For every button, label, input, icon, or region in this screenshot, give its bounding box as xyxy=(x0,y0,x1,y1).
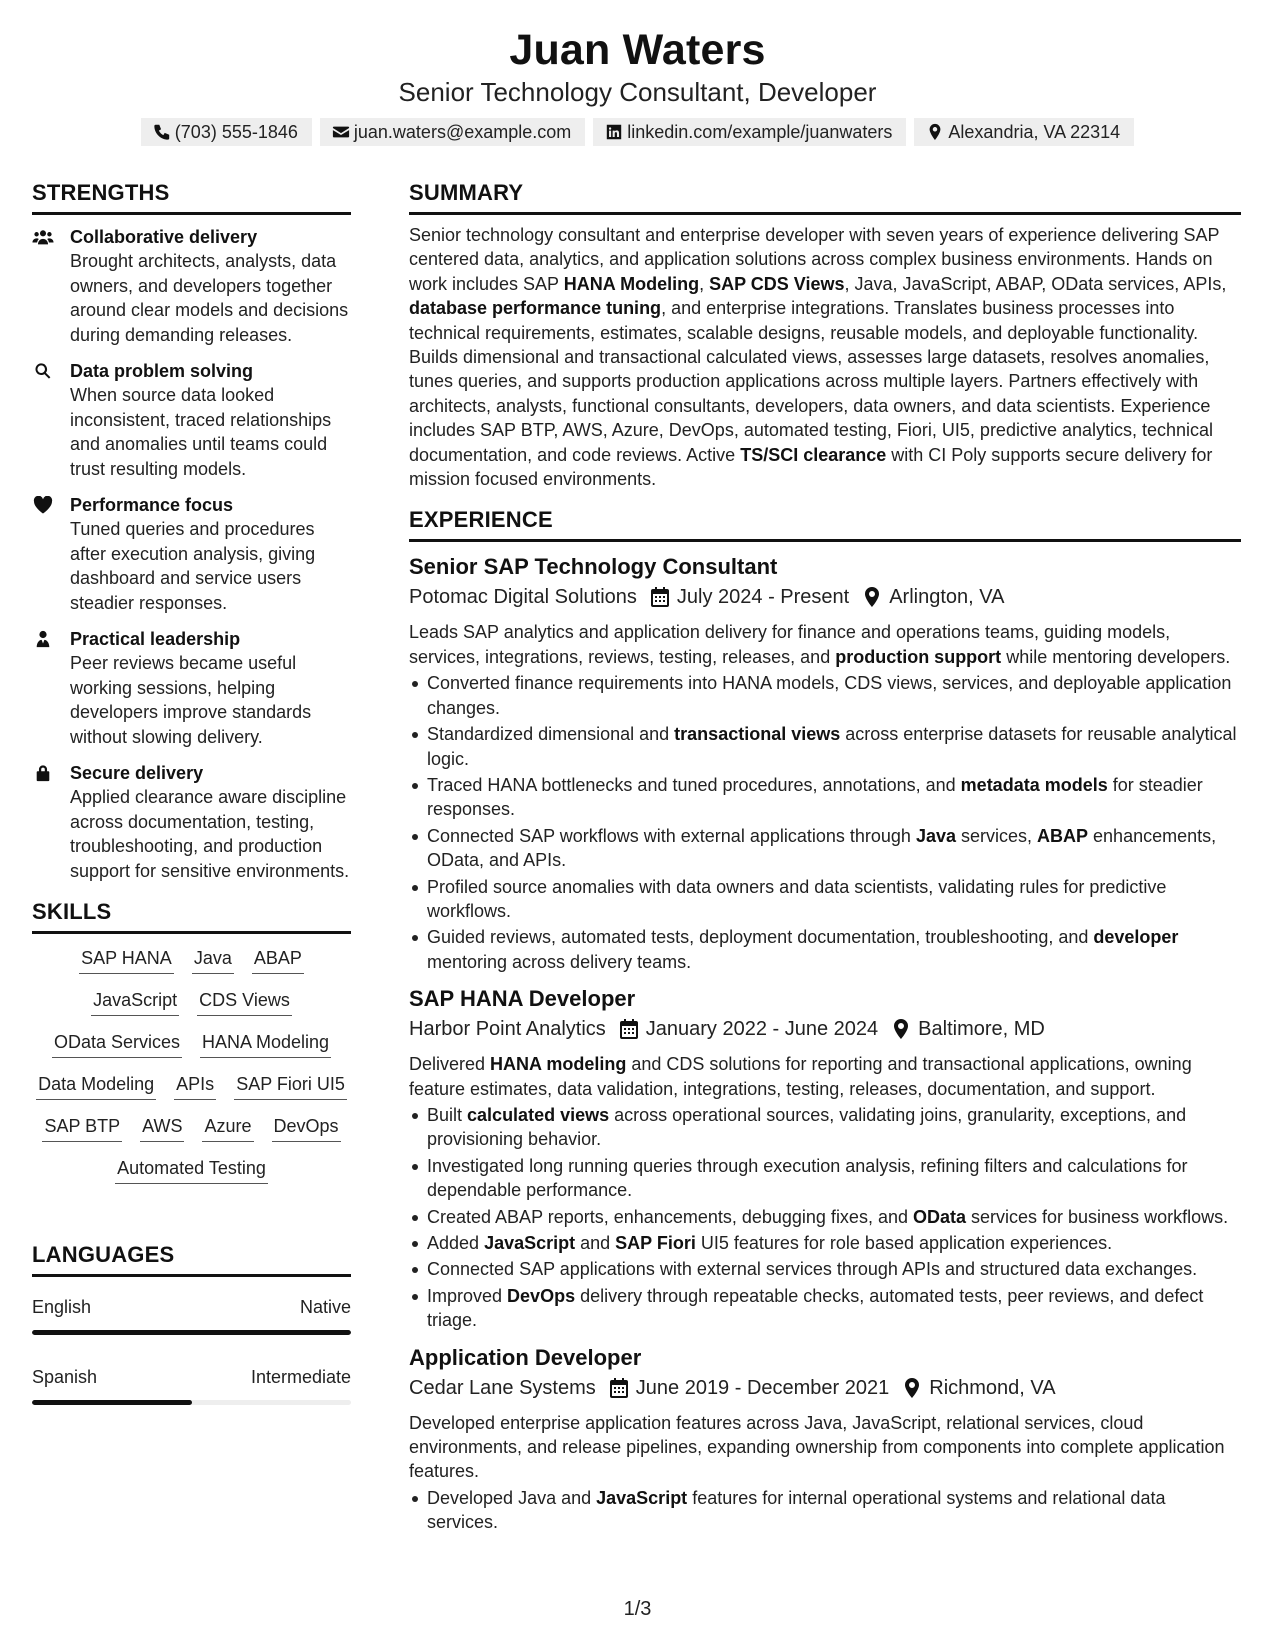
resume-header xyxy=(0,24,1275,146)
bold-keyword: SAP Fiori xyxy=(615,1233,696,1253)
summary-text xyxy=(409,223,1241,491)
skills-heading: SKILLS xyxy=(32,897,351,934)
bold-keyword: TS/SCI clearance xyxy=(740,444,887,465)
text-run: UI5 features for role based application experiences. xyxy=(695,1233,1113,1253)
bold-keyword: ABAP xyxy=(1037,825,1089,846)
job-meta xyxy=(409,1014,1241,1044)
text-run: Developed Java and xyxy=(427,1487,597,1508)
text-run: Connected SAP applications with external services through APIs and structured data exchanges. xyxy=(427,1259,1198,1280)
text-run: Standardized dimensional and xyxy=(427,724,675,745)
job-bullet xyxy=(409,1257,1241,1281)
strength-title: Data problem solving xyxy=(70,361,254,381)
text-run: features for internal operational systems and relational data services. xyxy=(427,1487,1166,1533)
job-bullet xyxy=(409,773,1241,822)
job-entry xyxy=(409,984,1241,1332)
text-run: Connected SAP workflows with external applications through xyxy=(427,825,916,846)
skill-tag: CDS Views xyxy=(197,988,292,1016)
strength-text: Brought architects, analysts, data owners, and developers together around clear models and decisions during demanding releases. xyxy=(70,251,349,345)
text-run: enhancements, OData, and APIs. xyxy=(427,825,1217,871)
text-run: Delivered xyxy=(409,1054,491,1075)
text-run: mentoring across delivery teams. xyxy=(427,951,692,972)
text-run: , and enterprise integrations. Translates business processes into technical requirements, estimates, scalable designs, reusable models, and deployable functionality. Builds dimensional and transactional calculated views, assesses large datasets, resolves anomalies, tunes queries, and supports production applications across multiple layers. Partners effectively with architects, analysts, functional consultants, developers, data owners, and data scientists. Experience includes SAP BTP, AWS, Azure, DevOps, automated testing, Fiori, UI5, predictive analytics, technical documentation, and code reviews. Active xyxy=(409,298,1214,465)
language-item xyxy=(32,1365,351,1405)
skill-tag: DevOps xyxy=(272,1114,341,1142)
job-company: Potomac Digital Solutions xyxy=(409,586,637,609)
map-marker-icon xyxy=(863,587,881,607)
text-run: and xyxy=(575,1233,616,1253)
job-bullet xyxy=(409,1205,1241,1229)
job-bullets xyxy=(409,1103,1241,1333)
job-entry xyxy=(409,1343,1241,1535)
text-run: , Java, JavaScript, ABAP, OData services, APIs, xyxy=(844,273,1227,294)
contact-bar xyxy=(0,118,1275,146)
linkedin-text: linkedin.com/example/juanwaters xyxy=(627,121,893,142)
bold-keyword: SAP CDS Views xyxy=(709,273,845,294)
bold-keyword: Java xyxy=(915,825,956,846)
text-run: across enterprise datasets for reusable analytical logic. xyxy=(427,724,1237,769)
skill-tag: Java xyxy=(192,946,234,974)
skill-tag: SAP Fiori UI5 xyxy=(234,1072,347,1100)
text-run: Created ABAP reports, enhancements, debugging fixes, and xyxy=(427,1206,913,1227)
text-run: services, xyxy=(955,825,1038,846)
skill-tag: JavaScript xyxy=(91,988,179,1016)
job-bullet xyxy=(409,722,1241,771)
skill-tag: AWS xyxy=(140,1114,184,1142)
job-company: Cedar Lane Systems xyxy=(409,1376,596,1399)
strength-title: Collaborative delivery xyxy=(70,227,258,247)
job-role: SAP HANA Developer xyxy=(409,986,636,1012)
skill-tag: ABAP xyxy=(252,946,304,974)
text-run: for steadier responses. xyxy=(427,774,1203,820)
job-dates: January 2022 - June 2024 xyxy=(645,1018,879,1041)
job-location: Richmond, VA xyxy=(929,1376,1056,1399)
candidate-name: Juan Waters xyxy=(509,26,766,74)
language-name: Spanish xyxy=(32,1367,98,1387)
text-run: , xyxy=(699,273,710,294)
experience-list xyxy=(409,552,1241,1534)
strength-item xyxy=(32,493,351,615)
location-contact[interactable] xyxy=(914,118,1134,146)
job-bullet xyxy=(409,1284,1241,1333)
text-run: Leads SAP analytics and application delivery for finance and operations teams, guiding models, services, integrations, reviews, testing, releases, and xyxy=(409,622,1171,667)
envelope-icon xyxy=(332,123,350,141)
bold-keyword: DevOps xyxy=(507,1285,576,1306)
job-bullets xyxy=(409,671,1241,974)
phone-text: (703) 555-1846 xyxy=(174,121,298,142)
strength-text: When source data looked inconsistent, traced relationships and anomalies until teams could trust resulting models. xyxy=(70,385,332,479)
job-bullet xyxy=(409,875,1241,924)
strength-item xyxy=(32,761,351,883)
job-dates: July 2024 - Present xyxy=(676,586,850,609)
bold-keyword: HANA Modeling xyxy=(563,273,700,294)
strength-title: Practical leadership xyxy=(70,629,241,649)
page-number: 1/3 xyxy=(623,1598,652,1620)
text-run: Built xyxy=(427,1104,468,1125)
text-run: and CDS solutions for reporting and transactional applications, owning feature estimates, data validation, integrations, testing, releases, documentation, and support. xyxy=(409,1054,1192,1099)
job-bullet xyxy=(409,1231,1241,1255)
skill-tag: APIs xyxy=(174,1072,216,1100)
text-run: Developed enterprise application features across Java, JavaScript, relational services, cloud environments, and release pipelines, expanding ownership from components into complete application features. xyxy=(409,1412,1225,1482)
job-bullet xyxy=(409,1103,1241,1152)
linkedin-icon xyxy=(605,123,623,141)
map-marker-icon xyxy=(892,1019,910,1039)
map-marker-icon xyxy=(926,123,944,141)
search-icon xyxy=(32,362,54,380)
bold-keyword: transactional views xyxy=(674,724,841,745)
strength-item xyxy=(32,359,351,481)
job-meta xyxy=(409,582,1241,612)
job-description xyxy=(409,1411,1241,1484)
job-dates: June 2019 - December 2021 xyxy=(635,1376,890,1399)
text-run: Guided reviews, automated tests, deployment documentation, troubleshooting, and xyxy=(427,927,1094,948)
bold-keyword: JavaScript xyxy=(596,1487,688,1508)
job-location: Arlington, VA xyxy=(889,586,1005,609)
users-icon xyxy=(32,228,54,246)
skill-tag: Automated Testing xyxy=(115,1156,268,1184)
location-text: Alexandria, VA 22314 xyxy=(948,121,1121,142)
email-contact[interactable] xyxy=(320,118,585,146)
text-run: while mentoring developers. xyxy=(1001,646,1231,667)
bold-keyword: metadata models xyxy=(960,774,1108,795)
job-company: Harbor Point Analytics xyxy=(409,1018,606,1041)
user-tie-icon xyxy=(32,630,54,648)
calendar-icon xyxy=(610,1378,628,1398)
strengths-heading: STRENGTHS xyxy=(32,178,351,215)
language-level: Native xyxy=(299,1297,351,1317)
bold-keyword: calculated views xyxy=(467,1104,610,1125)
bold-keyword: OData xyxy=(912,1206,966,1227)
proficiency-bar xyxy=(32,1400,351,1405)
calendar-icon xyxy=(651,587,669,607)
strength-item xyxy=(32,627,351,749)
text-run: Profiled source anomalies with data owners and data scientists, validating rules for predictive workflows. xyxy=(427,876,1167,921)
job-role: Application Developer xyxy=(409,1344,642,1370)
bold-keyword: JavaScript xyxy=(484,1233,576,1253)
job-meta xyxy=(409,1373,1241,1403)
strengths-list xyxy=(32,225,351,883)
bold-keyword: production support xyxy=(835,646,1002,667)
linkedin-contact[interactable] xyxy=(593,118,906,146)
phone-icon xyxy=(153,123,171,141)
job-bullet xyxy=(409,824,1241,873)
skill-tag: OData Services xyxy=(52,1030,182,1058)
job-bullet xyxy=(409,925,1241,974)
language-item xyxy=(32,1295,351,1335)
job-bullet xyxy=(409,1486,1241,1535)
language-level: Intermediate xyxy=(250,1367,351,1387)
strength-title: Performance focus xyxy=(70,495,234,515)
left-column xyxy=(32,178,351,1405)
email-text: juan.waters@example.com xyxy=(353,121,572,142)
heart-icon xyxy=(32,496,54,514)
job-bullet xyxy=(409,671,1241,720)
skills-list xyxy=(32,946,351,1184)
job-location: Baltimore, MD xyxy=(918,1018,1045,1041)
bold-keyword: database performance tuning xyxy=(409,298,662,319)
text-run: Investigated long running queries through execution analysis, refining filters and calculations for dependable performance. xyxy=(427,1155,1188,1201)
text-run: Converted finance requirements into HANA models, CDS views, services, and deployable application changes. xyxy=(427,673,1232,718)
summary-heading: SUMMARY xyxy=(409,178,1241,215)
job-role: Senior SAP Technology Consultant xyxy=(409,554,778,580)
skill-tag: Data Modeling xyxy=(36,1072,156,1100)
candidate-title: Senior Technology Consultant, Developer xyxy=(398,77,877,107)
text-run: delivery through repeatable checks, automated tests, peer reviews, and defect triage. xyxy=(427,1285,1204,1331)
strength-text: Tuned queries and procedures after execution analysis, giving dashboard and service users steadier responses. xyxy=(70,519,316,613)
calendar-icon xyxy=(620,1019,638,1039)
text-run: services for business workflows. xyxy=(966,1206,1229,1227)
skill-tag: SAP HANA xyxy=(79,946,174,974)
map-marker-icon xyxy=(903,1378,921,1398)
skill-tag: Azure xyxy=(202,1114,253,1142)
language-name: English xyxy=(32,1297,92,1317)
text-run: Senior technology consultant and enterprise developer with seven years of experience delivering SAP centered data, analytics, and application solutions across complex business environments. Hands on work includes SAP xyxy=(409,225,1220,294)
strength-text: Peer reviews became useful working sessions, helping developers improve standards without slowing delivery. xyxy=(70,653,312,747)
strength-title: Secure delivery xyxy=(70,763,204,783)
experience-heading: EXPERIENCE xyxy=(409,505,1241,542)
bold-keyword: HANA modeling xyxy=(490,1054,627,1075)
job-description xyxy=(409,620,1241,669)
proficiency-fill xyxy=(32,1400,192,1405)
job-bullets xyxy=(409,1486,1241,1535)
job-entry xyxy=(409,552,1241,974)
text-run: with CI Poly supports secure delivery for mission focused environments. xyxy=(409,444,1213,490)
skill-tag: SAP BTP xyxy=(42,1114,122,1142)
languages-list xyxy=(32,1295,351,1405)
text-run: Added xyxy=(427,1233,485,1253)
job-bullet xyxy=(409,1154,1241,1203)
languages-heading: LANGUAGES xyxy=(32,1240,351,1277)
text-run: Improved xyxy=(427,1285,508,1306)
strength-text: Applied clearance aware discipline across documentation, testing, troubleshooting, and production support for sensitive environments. xyxy=(70,787,350,881)
job-description xyxy=(409,1052,1241,1101)
bold-keyword: developer xyxy=(1093,927,1179,948)
right-column xyxy=(409,178,1241,1537)
text-run: across operational sources, validating joins, granularity, exceptions, and provisioning behavior. xyxy=(427,1104,1187,1150)
text-run: Traced HANA bottlenecks and tuned procedures, annotations, and xyxy=(427,774,961,795)
phone-contact[interactable] xyxy=(141,118,312,146)
lock-icon xyxy=(32,764,54,782)
skill-tag: HANA Modeling xyxy=(200,1030,331,1058)
strength-item xyxy=(32,225,351,347)
